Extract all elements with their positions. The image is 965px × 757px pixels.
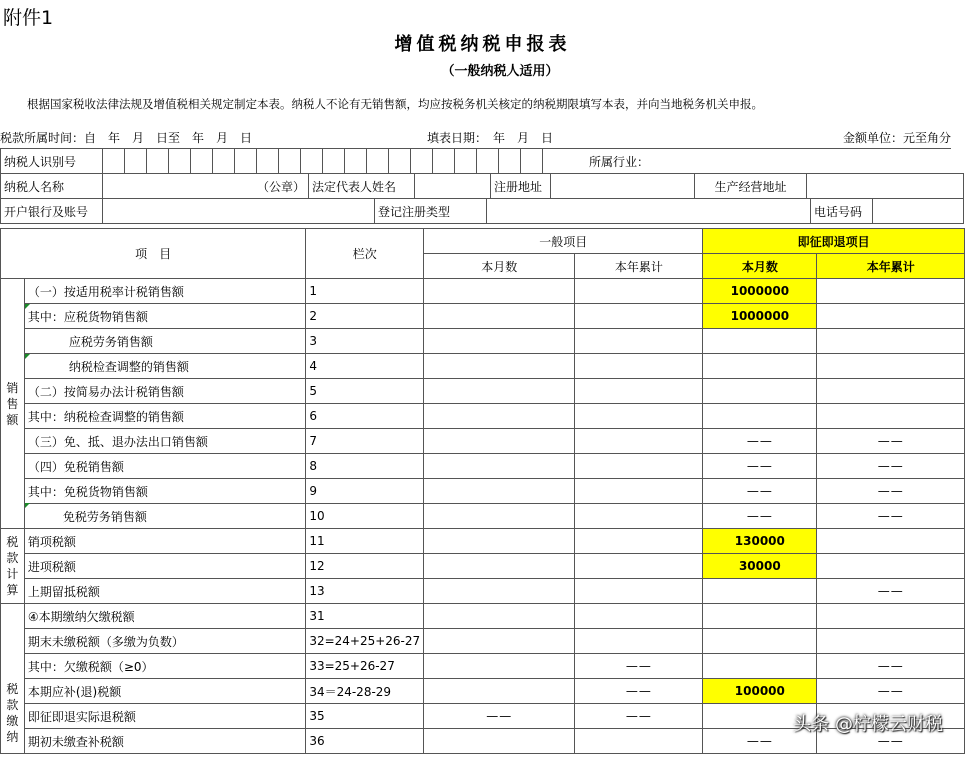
cell-immediate-month[interactable]: 30000 xyxy=(703,554,817,579)
phone-field[interactable] xyxy=(873,199,964,224)
taxpayer-id-digit[interactable] xyxy=(521,149,543,174)
cell-general-month[interactable] xyxy=(424,279,575,304)
row-column: 12 xyxy=(306,554,424,579)
cell-immediate-month[interactable]: 1000000 xyxy=(703,279,817,304)
cell-general-year[interactable] xyxy=(575,379,703,404)
cell-immediate-year[interactable] xyxy=(817,304,965,329)
header-general: 一般项目 xyxy=(424,229,703,254)
taxpayer-id-digit[interactable] xyxy=(433,149,455,174)
legal-rep-label: 法定代表人姓名 xyxy=(309,174,415,199)
cell-general-year: —— xyxy=(575,679,703,704)
cell-immediate-month: —— xyxy=(703,454,817,479)
taxpayer-id-digit[interactable] xyxy=(169,149,191,174)
taxpayer-id-label: 纳税人识别号 xyxy=(1,149,103,174)
cell-immediate-year: —— xyxy=(817,654,965,679)
section-tax-pay: 税款缴纳 xyxy=(1,604,25,754)
taxpayer-name-row xyxy=(0,173,964,199)
cell-immediate-month[interactable] xyxy=(703,579,817,604)
comment-marker-icon xyxy=(25,304,30,309)
taxpayer-id-digit[interactable] xyxy=(147,149,169,174)
row-column: 8 xyxy=(306,454,424,479)
cell-immediate-month[interactable] xyxy=(703,354,817,379)
cell-general-year[interactable] xyxy=(575,629,703,654)
cell-general-month[interactable] xyxy=(424,579,575,604)
row-label: 本期应补(退)税额 xyxy=(24,679,305,704)
cell-general-year[interactable] xyxy=(575,479,703,504)
cell-general-year[interactable] xyxy=(575,579,703,604)
bank-field[interactable] xyxy=(103,199,375,224)
phone-label: 电话号码 xyxy=(811,199,873,224)
cell-immediate-year[interactable] xyxy=(817,554,965,579)
taxpayer-id-digit[interactable] xyxy=(367,149,389,174)
row-label: 纳税检查调整的销售额 xyxy=(24,354,305,379)
row-label: 其中：纳税检查调整的销售额 xyxy=(24,404,305,429)
cell-immediate-year: —— xyxy=(817,579,965,604)
row-column: 4 xyxy=(306,354,424,379)
biz-address-label: 生产经营地址 xyxy=(695,174,807,199)
form-title: 增值税纳税申报表 xyxy=(394,34,571,55)
taxpayer-id-digit[interactable] xyxy=(191,149,213,174)
cell-general-month[interactable] xyxy=(424,379,575,404)
cell-immediate-month[interactable] xyxy=(703,379,817,404)
row-label: 其中：免税货物销售额 xyxy=(24,479,305,504)
row-label: （二）按简易办法计税销售额 xyxy=(24,379,305,404)
header-immediate-year: 本年累计 xyxy=(817,254,965,279)
row-label: （四）免税销售额 xyxy=(24,454,305,479)
row-label: 其中：欠缴税额（≥0） xyxy=(24,654,305,679)
cell-general-month[interactable] xyxy=(424,304,575,329)
row-column: 10 xyxy=(306,504,424,529)
cell-immediate-year: —— xyxy=(817,454,965,479)
taxpayer-id-digit[interactable] xyxy=(345,149,367,174)
cell-immediate-year[interactable] xyxy=(817,329,965,354)
cell-general-month[interactable] xyxy=(424,504,575,529)
reg-address-field[interactable] xyxy=(551,174,695,199)
taxpayer-id-digit[interactable] xyxy=(279,149,301,174)
cell-general-month: —— xyxy=(424,704,575,729)
section-sales: 销售额 xyxy=(1,279,25,529)
taxpayer-id-digit[interactable] xyxy=(103,149,125,174)
cell-immediate-month[interactable]: 130000 xyxy=(703,529,817,554)
form-intro: 根据国家税收法律法规及增值税相关规定制定本表。纳税人不论有无销售额，均应按税务机关核定的纳税期限填写本表，并向当地税务机关申报。 xyxy=(27,97,763,111)
taxpayer-id-digit[interactable] xyxy=(213,149,235,174)
taxpayer-id-digit[interactable] xyxy=(477,149,499,174)
watermark: 头条 @柠檬云财税 xyxy=(793,714,943,735)
taxpayer-id-digit[interactable] xyxy=(301,149,323,174)
cell-general-month[interactable] xyxy=(424,429,575,454)
header-column: 栏次 xyxy=(306,229,424,279)
reg-type-field[interactable] xyxy=(487,199,811,224)
row-column: 35 xyxy=(306,704,424,729)
row-column: 11 xyxy=(306,529,424,554)
cell-general-year[interactable] xyxy=(575,279,703,304)
cell-general-month[interactable] xyxy=(424,604,575,629)
row-column: 2 xyxy=(306,304,424,329)
row-label: 免税劳务销售额 xyxy=(24,504,305,529)
cell-immediate-year[interactable] xyxy=(817,529,965,554)
row-column: 1 xyxy=(306,279,424,304)
header-immediate-month: 本月数 xyxy=(703,254,817,279)
row-label: 即征即退实际退税额 xyxy=(24,704,305,729)
taxpayer-name-label: 纳税人名称 xyxy=(1,174,103,199)
row-column: 32=24+25+26-27 xyxy=(306,629,424,654)
row-label: 应税劳务销售额 xyxy=(24,329,305,354)
cell-immediate-year: —— xyxy=(817,679,965,704)
form-subtitle: （一般纳税人适用） xyxy=(441,64,559,79)
cell-immediate-month: —— xyxy=(703,479,817,504)
taxpayer-id-digit[interactable] xyxy=(411,149,433,174)
cell-general-year[interactable] xyxy=(575,329,703,354)
row-label: 上期留抵税额 xyxy=(24,579,305,604)
cell-immediate-year[interactable] xyxy=(817,354,965,379)
row-column: 7 xyxy=(306,429,424,454)
cell-immediate-month[interactable] xyxy=(703,329,817,354)
row-label: （一）按适用税率计税销售额 xyxy=(24,279,305,304)
cell-general-year: —— xyxy=(575,704,703,729)
row-column: 36 xyxy=(306,729,424,754)
cell-general-month[interactable] xyxy=(424,354,575,379)
cell-immediate-year[interactable] xyxy=(817,404,965,429)
bank-label: 开户银行及账号 xyxy=(1,199,103,224)
cell-general-year[interactable] xyxy=(575,554,703,579)
row-column: 6 xyxy=(306,404,424,429)
cell-immediate-year[interactable] xyxy=(817,279,965,304)
cell-immediate-month[interactable] xyxy=(703,629,817,654)
reg-address-label: 注册地址 xyxy=(491,174,551,199)
row-column: 3 xyxy=(306,329,424,354)
legal-rep-field[interactable] xyxy=(415,174,491,199)
cell-general-month[interactable] xyxy=(424,454,575,479)
cell-general-year[interactable] xyxy=(575,404,703,429)
cell-general-month[interactable] xyxy=(424,529,575,554)
row-label: 期末未缴税额（多缴为负数） xyxy=(24,629,305,654)
taxpayer-id-row xyxy=(0,148,951,174)
taxpayer-id-digit[interactable] xyxy=(499,149,521,174)
cell-general-year[interactable] xyxy=(575,729,703,754)
cell-general-year[interactable] xyxy=(575,529,703,554)
cell-immediate-month: —— xyxy=(703,729,817,754)
cell-immediate-month[interactable] xyxy=(703,604,817,629)
cell-general-month[interactable] xyxy=(424,554,575,579)
taxpayer-id-digit[interactable] xyxy=(455,149,477,174)
row-label: 进项税额 xyxy=(24,554,305,579)
cell-immediate-month[interactable] xyxy=(703,404,817,429)
row-column: 13 xyxy=(306,579,424,604)
cell-general-year[interactable] xyxy=(575,504,703,529)
cell-general-month[interactable] xyxy=(424,329,575,354)
cell-immediate-month: —— xyxy=(703,429,817,454)
fill-date-label: 填表日期： 年 月 日 xyxy=(427,131,554,145)
row-column: 5 xyxy=(306,379,424,404)
cell-general-year[interactable] xyxy=(575,454,703,479)
taxpayer-id-digit[interactable] xyxy=(235,149,257,174)
row-column: 33=25+26-27 xyxy=(306,654,424,679)
cell-immediate-year: —— xyxy=(817,504,965,529)
cell-general-month[interactable] xyxy=(424,679,575,704)
reg-type-label: 登记注册类型 xyxy=(375,199,487,224)
declaration-table xyxy=(0,228,965,754)
period-label: 税款所属时间：自 年 月 日至 年 月 日 xyxy=(0,131,253,145)
row-column: 31 xyxy=(306,604,424,629)
biz-address-field[interactable] xyxy=(807,174,964,199)
row-label: 期初未缴查补税额 xyxy=(24,729,305,754)
bank-row xyxy=(0,198,964,224)
cell-immediate-year: —— xyxy=(817,479,965,504)
cell-immediate-month: —— xyxy=(703,504,817,529)
seal-label: （公章） xyxy=(103,174,309,199)
unit-label: 金额单位：元至角分 xyxy=(843,131,952,145)
cell-immediate-year: —— xyxy=(817,729,965,754)
attachment-label: 附件1 xyxy=(3,7,54,29)
cell-general-year: —— xyxy=(575,654,703,679)
cell-immediate-year[interactable] xyxy=(817,604,965,629)
cell-immediate-year[interactable] xyxy=(817,629,965,654)
cell-general-month[interactable] xyxy=(424,479,575,504)
row-column: 34＝24-28-29 xyxy=(306,679,424,704)
header-general-year: 本年累计 xyxy=(575,254,703,279)
taxpayer-id-digit[interactable] xyxy=(323,149,345,174)
section-tax-calc: 税款计算 xyxy=(1,529,25,604)
taxpayer-id-digit[interactable] xyxy=(257,149,279,174)
cell-general-month[interactable] xyxy=(424,629,575,654)
cell-immediate-month[interactable] xyxy=(703,654,817,679)
industry-label: 所属行业： xyxy=(543,149,951,174)
row-label: （三）免、抵、退办法出口销售额 xyxy=(24,429,305,454)
row-label: 其中：应税货物销售额 xyxy=(24,304,305,329)
cell-general-year[interactable] xyxy=(575,429,703,454)
header-immediate: 即征即退项目 xyxy=(703,229,965,254)
comment-marker-icon xyxy=(25,354,30,359)
cell-general-year[interactable] xyxy=(575,304,703,329)
cell-general-month[interactable] xyxy=(424,729,575,754)
header-general-month: 本月数 xyxy=(424,254,575,279)
taxpayer-id-digit[interactable] xyxy=(389,149,411,174)
row-label: 销项税额 xyxy=(24,529,305,554)
row-label: ④本期缴纳欠缴税额 xyxy=(24,604,305,629)
cell-immediate-year: —— xyxy=(817,429,965,454)
row-column: 9 xyxy=(306,479,424,504)
cell-general-month[interactable] xyxy=(424,404,575,429)
taxpayer-id-digit[interactable] xyxy=(125,149,147,174)
cell-immediate-month[interactable]: 1000000 xyxy=(703,304,817,329)
comment-marker-icon xyxy=(25,503,30,508)
cell-general-month[interactable] xyxy=(424,654,575,679)
cell-immediate-year[interactable] xyxy=(817,379,965,404)
header-item: 项 目 xyxy=(1,229,306,279)
cell-immediate-month[interactable]: 100000 xyxy=(703,679,817,704)
cell-general-year[interactable] xyxy=(575,604,703,629)
cell-general-year[interactable] xyxy=(575,354,703,379)
